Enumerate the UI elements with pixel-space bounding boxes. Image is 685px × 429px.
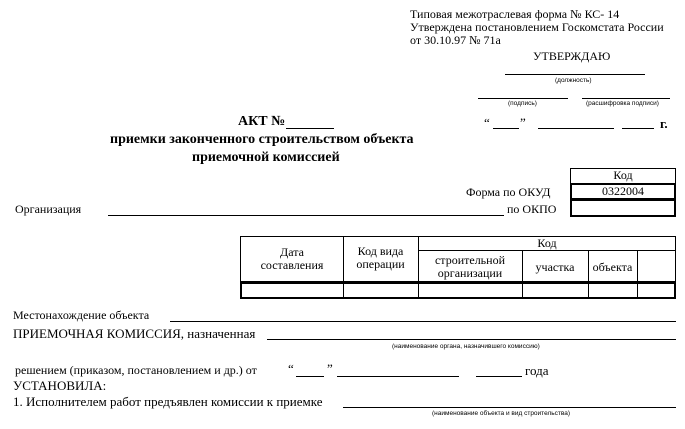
col-builder-header: строительной организации [434, 253, 505, 280]
year-word: года [525, 363, 549, 378]
col-object-header: объекта [592, 260, 633, 274]
okud-value: 0322004 [602, 184, 644, 198]
signature-line[interactable] [478, 98, 568, 99]
date-month-line[interactable] [538, 128, 614, 129]
decision-year-line[interactable] [476, 376, 522, 377]
act-subtitle-1: приемки законченного строительством объекта [110, 132, 414, 147]
position-line[interactable] [505, 74, 645, 75]
code-group-header: Код [537, 236, 557, 250]
decision-label: решением (приказом, постановлением и др.) от [15, 363, 257, 377]
organization-label: Организация [15, 202, 82, 216]
approved-text: Утверждена постановлением Госкомстата России [410, 20, 664, 34]
item1-label: 1. Исполнителем работ предъявлен комиссии к приемке [13, 394, 323, 409]
decision-quote-open: “ [288, 361, 294, 376]
act-subtitle-2: приемочной комиссией [192, 150, 340, 165]
decision-day-line[interactable] [296, 376, 324, 377]
decoding-caption: (расшифровка подписи) [586, 100, 659, 107]
date-quote-close: ” [520, 115, 526, 130]
okpo-cell[interactable] [570, 199, 676, 217]
col-section-header: участка [535, 260, 575, 274]
commission-caption: (наименование органа, назначившего комиссию) [392, 343, 540, 350]
date-quote-open: “ [484, 115, 490, 130]
established-label: УСТАНОВИЛА: [13, 378, 107, 393]
item1-caption: (наименование объекта и вид строительства) [432, 410, 571, 417]
form-type-text: Типовая межотраслевая форма № КС- 14 [410, 7, 620, 21]
item1-line[interactable] [343, 407, 676, 408]
table-divider [418, 250, 676, 251]
decoding-line[interactable] [582, 98, 670, 99]
location-line[interactable] [170, 321, 676, 322]
location-label: Местонахождение объекта [13, 308, 150, 322]
col-op-header: Код вида операции [356, 244, 405, 271]
col-date-header: Дата составления [260, 245, 324, 272]
approval-date-text: от 30.10.97 № 71а [410, 33, 501, 47]
date-day-line[interactable] [493, 128, 519, 129]
position-caption: (должность) [555, 77, 592, 84]
year-suffix: г. [660, 116, 668, 131]
code-header-label: Код [613, 168, 633, 182]
signature-caption: (подпись) [508, 100, 537, 107]
organization-line[interactable] [108, 215, 504, 216]
okud-label: Форма по ОКУД [466, 185, 551, 199]
date-year-line[interactable] [622, 128, 654, 129]
table-value-row[interactable] [240, 282, 676, 299]
act-number-line[interactable] [286, 128, 334, 129]
commission-label: ПРИЕМОЧНАЯ КОМИССИЯ, назначенная [13, 326, 256, 341]
approve-word: УТВЕРЖДАЮ [533, 49, 611, 63]
commission-line[interactable] [267, 339, 676, 340]
decision-quote-close: ” [327, 361, 333, 376]
act-title: АКТ № [238, 114, 286, 129]
okpo-label: по ОКПО [507, 202, 557, 216]
decision-month-line[interactable] [337, 376, 459, 377]
